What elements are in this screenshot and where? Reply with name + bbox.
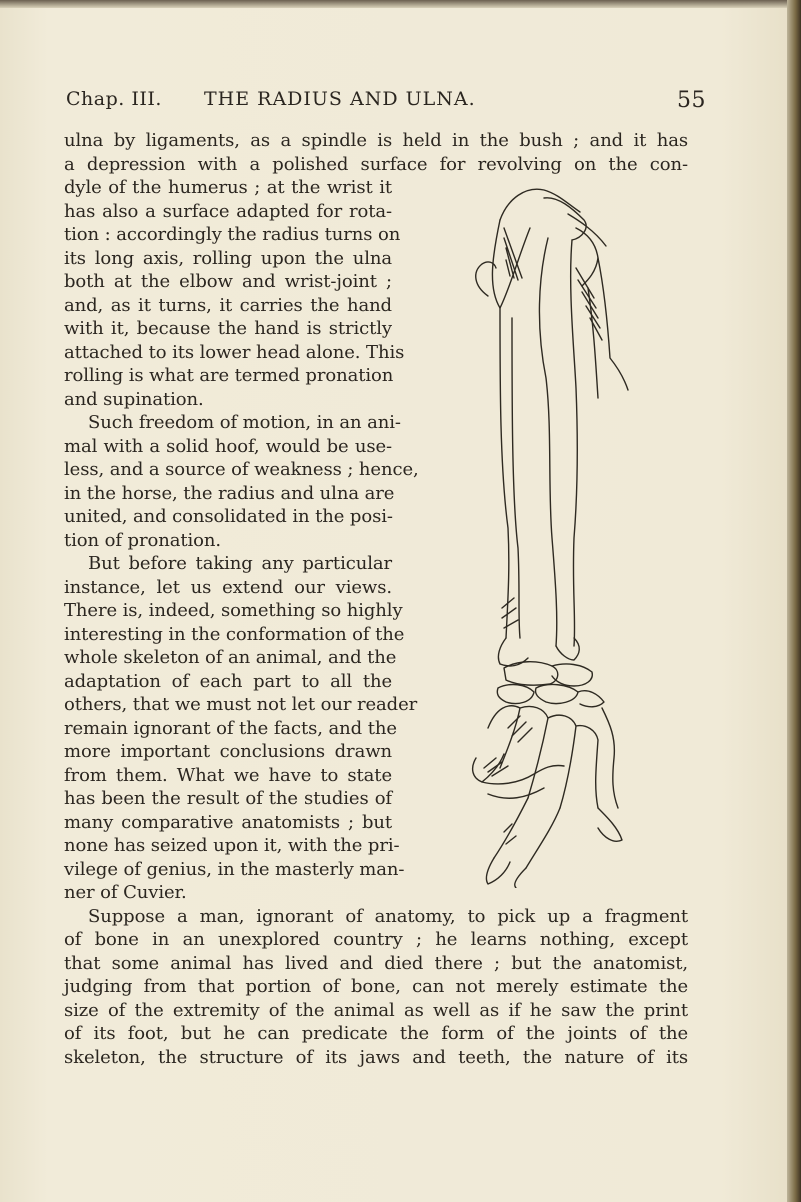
text-line: attached to its lower head alone. This	[64, 341, 405, 363]
text-line: has been the result of the studies of	[64, 788, 392, 809]
text-line: Such freedom of motion, in an ani-	[88, 412, 401, 433]
text-line: ner of Cuvier.	[64, 882, 187, 903]
text-line: both at the elbow and wrist-joint ;	[64, 271, 392, 292]
text-line: tion : accordingly the radius turns on	[64, 224, 401, 245]
page-number: 55	[677, 88, 706, 113]
text-line: and, as it turns, it carries the hand	[64, 294, 392, 316]
running-header	[66, 88, 706, 118]
text-line: adaptation of each part to all the	[64, 670, 392, 692]
running-title: THE RADIUS AND ULNA.	[204, 88, 476, 110]
text-line: There is, indeed, something so highly	[64, 600, 403, 621]
text-line: has also a surface adapted for rota-	[64, 200, 392, 222]
text-line: its long axis, rolling upon the ulna	[64, 247, 392, 269]
text-line: of bone in an unexplored country ; he learns nothing, except	[64, 929, 688, 950]
text-line: skeleton, the structure of its jaws and teeth, the nature of its	[64, 1046, 688, 1068]
text-line: from them. What we have to state	[64, 764, 392, 786]
text-line: interesting in the conformation of the	[64, 623, 405, 645]
text-line: of its foot, but he can predicate the form of the joints of the	[64, 1023, 688, 1044]
text-line: rolling is what are termed pronation	[64, 365, 394, 386]
text-line: and supination.	[64, 388, 204, 410]
chapter-label: Chap. III.	[66, 88, 162, 110]
text-line: more important conclusions drawn	[64, 741, 392, 762]
text-line: size of the extremity of the animal as well as if he saw the print	[64, 999, 688, 1021]
text-line: many comparative anatomists ; but	[64, 811, 392, 833]
text-line: Suppose a man, ignorant of anatomy, to pick up a fragment	[88, 905, 688, 927]
text-line: remain ignorant of the facts, and the	[64, 717, 397, 739]
text-line: less, and a source of weakness ; hence,	[64, 459, 419, 480]
book-spine-edge	[787, 0, 801, 1202]
text-line: mal with a solid hoof, would be use-	[64, 435, 392, 457]
text-line: in the horse, the radius and ulna are	[64, 482, 395, 504]
text-line: dyle of the humerus ; at the wrist it	[64, 177, 392, 198]
text-line: a depression with a polished surface for revolving on the con-	[64, 153, 688, 175]
text-line: tion of pronation.	[64, 529, 221, 551]
text-line: ulna by ligaments, as a spindle is held in the bush ; and it has	[64, 130, 688, 151]
text-line: But before taking any particular	[88, 553, 392, 574]
page-top-edge	[0, 0, 801, 8]
text-line: instance, let us extend our views.	[64, 576, 392, 598]
text-line: whole skeleton of an animal, and the	[64, 647, 397, 668]
radius-ulna-bone-illustration	[448, 168, 630, 888]
text-line: united, and consolidated in the posi-	[64, 506, 393, 527]
text-line: judging from that portion of bone, can not merely estimate the	[64, 976, 688, 997]
text-line: that some animal has lived and died there ; but the anatomist,	[64, 952, 688, 974]
text-line: others, that we must not let our reader	[64, 694, 418, 715]
text-line: none has seized upon it, with the pri-	[64, 835, 400, 856]
text-line: with it, because the hand is strictly	[64, 318, 392, 339]
text-line: vilege of genius, in the masterly man-	[64, 858, 405, 880]
